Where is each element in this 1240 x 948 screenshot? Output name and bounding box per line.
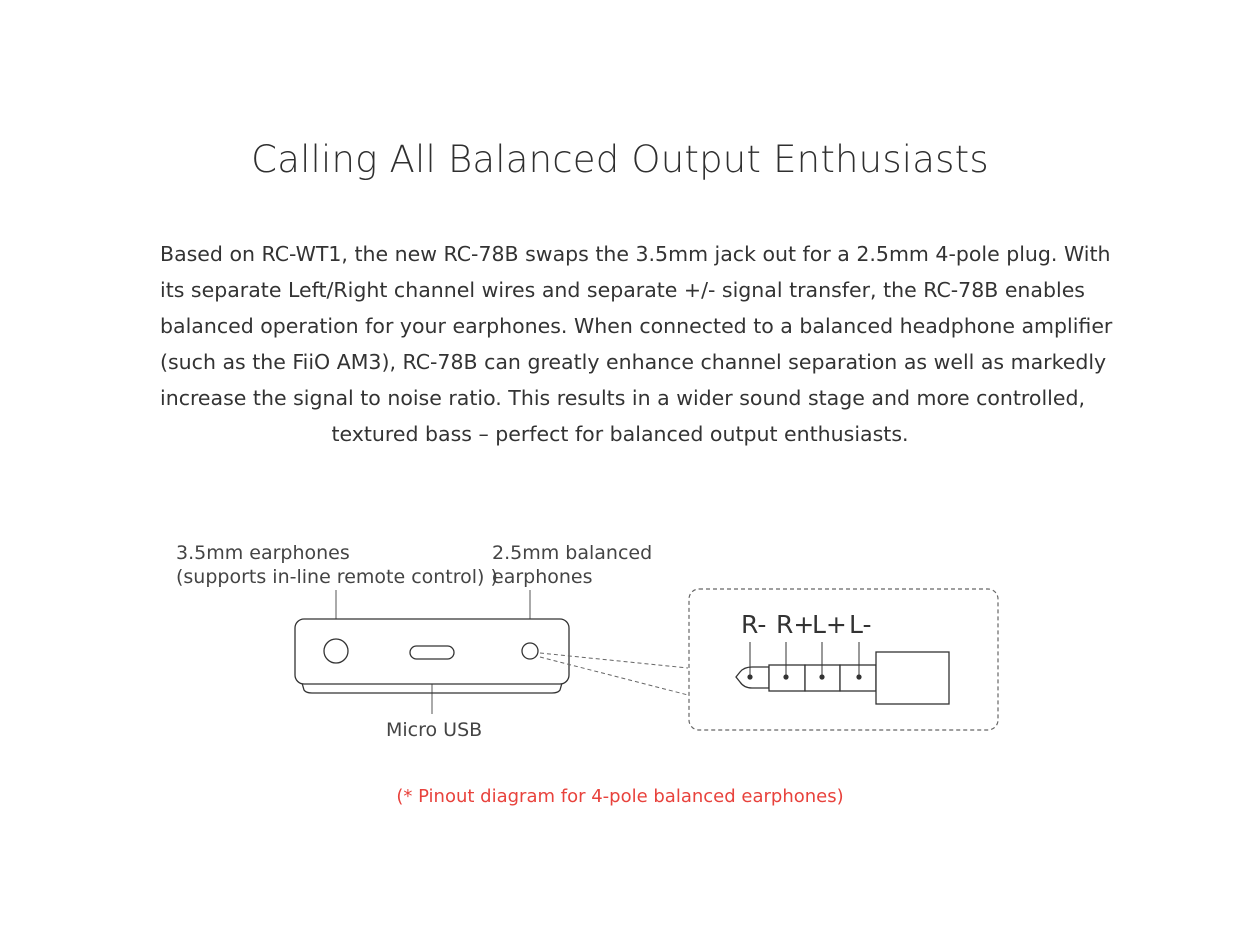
label-35mm-line1: 3.5mm earphones bbox=[176, 542, 350, 564]
description-line: increase the signal to noise ratio. This results in a wider sound stage and more controlled, bbox=[160, 386, 1085, 410]
label-micro-usb: Micro USB bbox=[386, 719, 483, 741]
jack-35mm bbox=[324, 639, 348, 663]
description-line: balanced operation for your earphones. When connected to a balanced headphone amplifier bbox=[160, 314, 1113, 338]
description-line: its separate Left/Right channel wires and separate +/- signal transfer, the RC-78B enables bbox=[160, 278, 1085, 302]
description-line: Based on RC-WT1, the new RC-78B swaps the 3.5mm jack out for a 2.5mm 4-pole plug. With bbox=[160, 242, 1111, 266]
jack-25mm bbox=[522, 643, 538, 659]
micro-usb-port bbox=[410, 646, 454, 659]
label-25mm-line2: earphones bbox=[492, 566, 593, 588]
pin-label-r-plus: R+ bbox=[776, 610, 815, 639]
pinout-note: (* Pinout diagram for 4-pole balanced earphones) bbox=[396, 786, 844, 807]
page-title: Calling All Balanced Output Enthusiasts bbox=[251, 138, 989, 181]
pin-label-l-minus: L- bbox=[849, 610, 872, 639]
pin-label-l-plus: L+ bbox=[812, 610, 847, 639]
label-25mm-line1: 2.5mm balanced bbox=[492, 542, 653, 564]
label-35mm-line2: (supports in-line remote control) ) bbox=[176, 566, 498, 588]
description-line: textured bass – perfect for balanced output enthusiasts. bbox=[331, 422, 909, 446]
description-line: (such as the FiiO AM3), RC-78B can greatly enhance channel separation as well as markedly bbox=[160, 350, 1107, 374]
plug-25mm bbox=[736, 652, 949, 704]
pin-label-r-minus: R- bbox=[741, 610, 767, 639]
